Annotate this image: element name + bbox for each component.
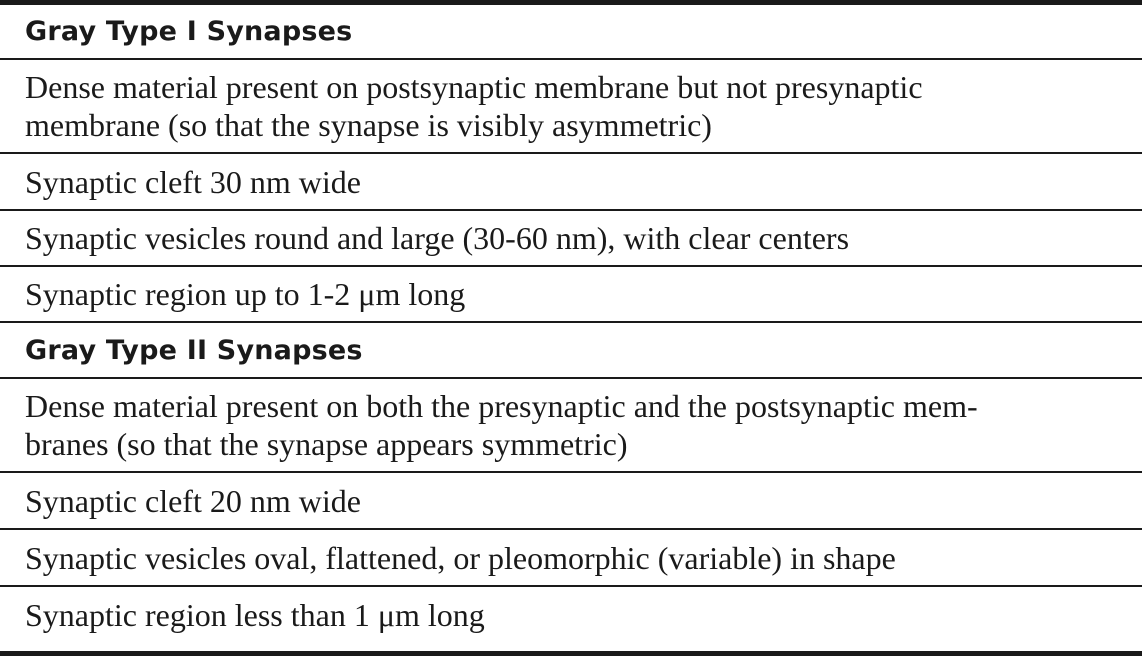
table-row [0,587,1142,642]
section-heading-text: Gray Type II Synapses [25,334,363,366]
table-row [0,60,1142,154]
section-heading-type-2 [0,323,1142,379]
table-row [0,154,1142,211]
table-row [0,379,1142,473]
row-text-line-1: Dense material present on both the presynaptic and the postsynaptic mem- [25,388,978,424]
row-text: Synaptic region less than 1 μm long [25,596,485,633]
row-text: Synaptic cleft 30 nm wide [25,163,361,200]
section-heading-type-1 [0,5,1142,60]
table-row [0,211,1142,267]
row-text: Synaptic cleft 20 nm wide [25,482,361,519]
row-text-line-2: membrane (so that the synapse is visibly asymmetric) [25,107,712,143]
row-text-line-2: branes (so that the synapse appears symmetric) [25,426,628,462]
table-row [0,267,1142,323]
table-row [0,530,1142,587]
section-heading-text: Gray Type I Synapses [25,16,353,47]
table-row [0,473,1142,530]
row-text: Synaptic region up to 1-2 μm long [25,276,466,312]
row-text-line-1: Dense material present on postsynaptic membrane but not presynaptic [25,69,923,105]
row-text: Synaptic vesicles round and large (30-60 nm), with clear centers [25,220,850,256]
row-text: Synaptic vesicles oval, flattened, or pleomorphic (variable) in shape [25,539,896,576]
